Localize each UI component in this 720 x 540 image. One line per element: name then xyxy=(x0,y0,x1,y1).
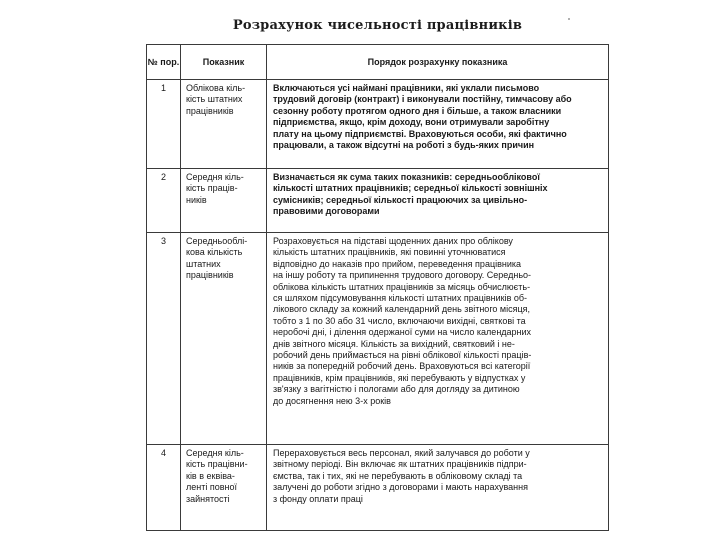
table-row xyxy=(147,233,609,445)
description-line: Розраховується на підставі щоденних даних про облікову xyxy=(273,236,513,246)
page-title: Розрахунок чисельності працівників xyxy=(232,18,523,33)
indicator-line: штатних xyxy=(186,258,221,269)
header-num xyxy=(147,45,181,80)
indicator-line: кість праців- xyxy=(186,183,238,194)
row-number: 3 xyxy=(147,233,181,445)
indicator-line: кість штатних xyxy=(186,94,243,105)
description-cell xyxy=(267,233,609,445)
indicator-line: Середньооблі- xyxy=(186,236,248,246)
indicator-line: ленті повної xyxy=(186,482,237,493)
indicator-cell xyxy=(181,169,267,233)
workforce-table xyxy=(146,44,609,531)
row-number: 1 xyxy=(147,80,181,169)
description-line: з фонду оплати праці xyxy=(273,493,363,504)
description-line: Включаються усі наймані працівники, які уклали письмово xyxy=(273,83,540,93)
description-line: працівників, крім працівників, які перебувають у відпустках у xyxy=(273,372,526,383)
description-line: сумісників; середньої кількості працюючих за цивільно- xyxy=(273,194,528,205)
table-row xyxy=(147,80,609,169)
indicator-line: Облікова кіль- xyxy=(186,83,246,93)
description-cell xyxy=(267,445,609,531)
indicator-line: зайнятості xyxy=(186,493,230,504)
description-line: Визначається як сума таких показників: середньооблікової xyxy=(273,172,540,182)
description-line: тобто з 1 по 30 або 31 число, включаючи вихідні, святкові та xyxy=(273,315,526,326)
table-row xyxy=(147,445,609,531)
description-line: трудовий договір (контракт) і виконували постійну, тимчасову або xyxy=(273,94,572,105)
header-procedure-label: Порядок розрахунку показника xyxy=(367,56,508,67)
header-indicator xyxy=(181,45,267,80)
description-line: ників за попередній робочий день. Враховуються всі категорії xyxy=(273,361,531,372)
description-line: плату на цьому підприємстві. Враховуються особи, які фактично xyxy=(273,128,567,139)
speck-mark xyxy=(568,18,570,20)
description-line: ємства, так і тих, які не перебувають в обліковому складі та xyxy=(273,470,523,481)
indicator-line: ників xyxy=(186,194,207,205)
description-cell xyxy=(267,169,609,233)
description-line: на іншу роботу та припинення трудового договору. Середньо- xyxy=(273,270,532,281)
indicator-line: ків в еквіва- xyxy=(186,470,235,481)
header-indicator-label: Показник xyxy=(202,56,245,67)
header-num-label: № пор. xyxy=(147,56,180,67)
description-line: працювали, а також відсутні на роботі з будь-яких причин xyxy=(273,140,535,151)
description-line: робочий день приймається на рівні облікової кількості праців- xyxy=(273,350,532,361)
description-line: кількості штатних працівників; середньої кількості зовнішніх xyxy=(273,183,548,194)
indicator-line: кість працівни- xyxy=(186,459,248,470)
description-line: ся шляхом підсумовування кількості штатних працівників об- xyxy=(273,293,528,304)
description-line: до досягнення нею 3-х років xyxy=(273,395,391,406)
description-line: днів звітного місяця. Кількість за вихідний, святковий і не- xyxy=(273,338,515,349)
indicator-line: Середня кіль- xyxy=(186,448,244,458)
description-line: неробочі дні, і ділення одержаної суми на число календарних xyxy=(273,327,532,338)
description-line: лікового складу за кожний календарний день звітного місяця, xyxy=(273,304,530,315)
header-procedure xyxy=(267,45,609,80)
indicator-line: працівників xyxy=(186,270,234,281)
description-cell xyxy=(267,80,609,169)
description-line: облікова кількість штатних працівників за місяць обчислюєть- xyxy=(273,281,531,292)
description-line: Перераховується весь персонал, який залучався до роботи у xyxy=(273,448,530,458)
row-number: 2 xyxy=(147,169,181,233)
indicator-line: працівників xyxy=(186,105,234,116)
indicator-cell xyxy=(181,233,267,445)
indicator-cell xyxy=(181,80,267,169)
indicator-line: кова кількість xyxy=(186,247,243,258)
description-line: зв'язку з вагітністю і пологами або для догляду за дитиною xyxy=(273,384,520,395)
row-number: 4 xyxy=(147,445,181,531)
description-line: підприємства, якщо, крім доходу, вони отримували заробітну xyxy=(273,117,550,128)
indicator-cell xyxy=(181,445,267,531)
description-line: звітному періоді. Він включає як штатних працівників підпри- xyxy=(273,459,527,470)
description-line: правовими договорами xyxy=(273,206,380,217)
indicator-line: Середня кіль- xyxy=(186,172,244,182)
description-line: сезонну роботу протягом одного дня і більше, а також власники xyxy=(273,105,562,116)
table-header-row xyxy=(147,45,609,80)
description-line: кількість штатних працівників, які повинні уточнюватися xyxy=(273,247,506,258)
table-row xyxy=(147,169,609,233)
description-line: залучені до роботи згідно з договорами і мають нарахування xyxy=(273,482,528,493)
description-line: відповідно до наказів про прийом, переведення працівника xyxy=(273,258,522,269)
